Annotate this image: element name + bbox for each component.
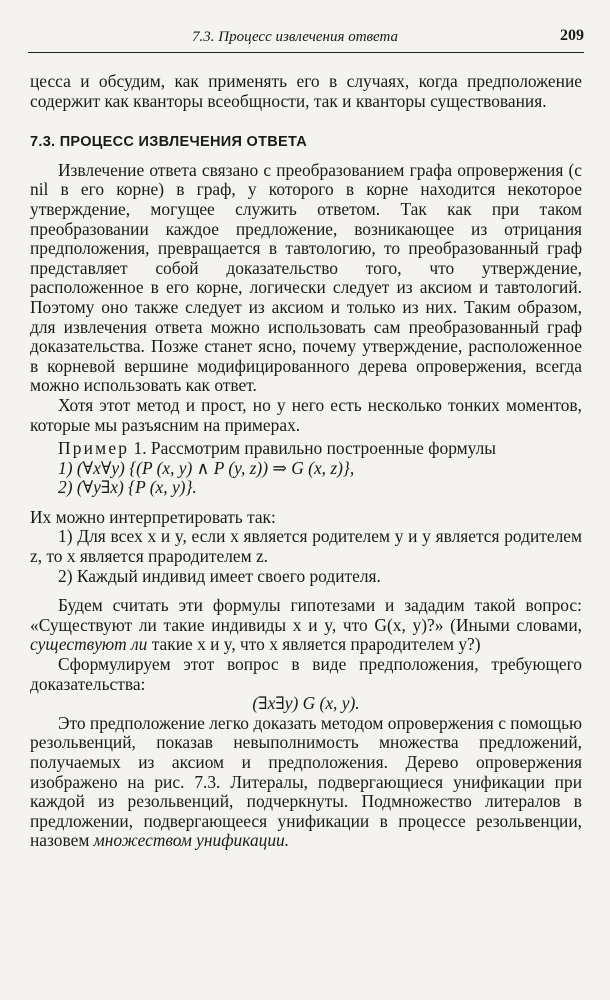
paragraph-interpretation: Их можно интерпретировать так:: [30, 506, 276, 527]
unification-set-term: множеством унификации.: [93, 830, 290, 851]
paragraph-method-note: Хотя этот метод и прост, но у него есть несколько тонких моментов, которые мы разъясним на примерах.: [30, 394, 582, 435]
question-emphasis: существуют ли: [30, 634, 148, 655]
running-title: 7.3. Процесс извлечения ответа: [192, 29, 399, 45]
example-text: 1. Рассмотрим правильно построенные формулы: [129, 438, 496, 459]
example-label: Пример: [58, 438, 130, 459]
formula-1: 1) (∀x∀y) {(P (x, y) ∧ P (y, z)) ⇒ G (x, z)},: [58, 457, 355, 478]
interpretation-1: 1) Для всех x и y, если x является родителем y и y является родителем z, то x является прародителем z.: [30, 526, 582, 567]
paragraph-formulate: Сформулируем этот вопрос в виде предположения, требующего доказательства:: [30, 654, 582, 694]
section-heading: 7.3. ПРОЦЕСС ИЗВЛЕЧЕНИЯ ОТВЕТА: [30, 134, 307, 151]
paragraph-continuation: цесса и обсудим, как применять его в случаях, когда предположение содержит как кванторы всеобщности, так и кванторы существования.: [30, 71, 582, 111]
page-header: [28, 26, 584, 53]
formula-2: 2) (∀y∃x) {P (x, y)}.: [58, 477, 197, 498]
paragraph-answer-extraction: Извлечение ответа связано с преобразованием графа опровержения (с nil в его корне) в граф, у которого в корне находится некоторое утверждение, могущее служить ответом. Так как при таком преобразовании каждое предложение, возникающее из отрицания предположения, превращается в тавтологию, то преобразованный граф представляет собой доказательство того, что утверждение, расположенное в его корне, логически следует из аксиом и тавтологий. Поэтому оно также следует из аксиом и только из них. Таким образом, для извлечения ответа можно использовать сам преобразованный граф доказательства. Позже станет ясно, почему утверждение, расположенное в корневой вершине модифицированного дерева опровержения, всегда можно использовать как ответ.: [30, 159, 582, 396]
formula-3: (∃x∃y) G (x, y).: [252, 693, 360, 714]
page-body: [30, 72, 582, 851]
refutation-text: Это предположение легко доказать методом опровержения с помощью резольвенций, показав невыполнимость множества предложений, получаемых из аксиом и предположения. Дерево опровержения изображено на рис. 7.3. Литералы, подвергающиеся унификации при каждой из резольвенций, подчеркнуты. Подмножество литералов в предложении, подвергающееся унификации в процессе резольвенции, назовем: [30, 712, 582, 851]
question-text-a: Будем считать эти формулы гипотезами и зададим такой вопрос: «Существуют ли такие индивиды x и y, что G(x, y)?» (Иными словами,: [30, 595, 582, 635]
interpretation-2: 2) Каждый индивид имеет своего родителя.: [58, 565, 381, 586]
example-intro: [30, 439, 582, 459]
paragraph-question: [30, 596, 582, 655]
paragraph-refutation: [30, 714, 582, 851]
page-number: 209: [560, 27, 584, 44]
question-text-b: такие x и y, что x является прародителем y?): [147, 634, 481, 655]
